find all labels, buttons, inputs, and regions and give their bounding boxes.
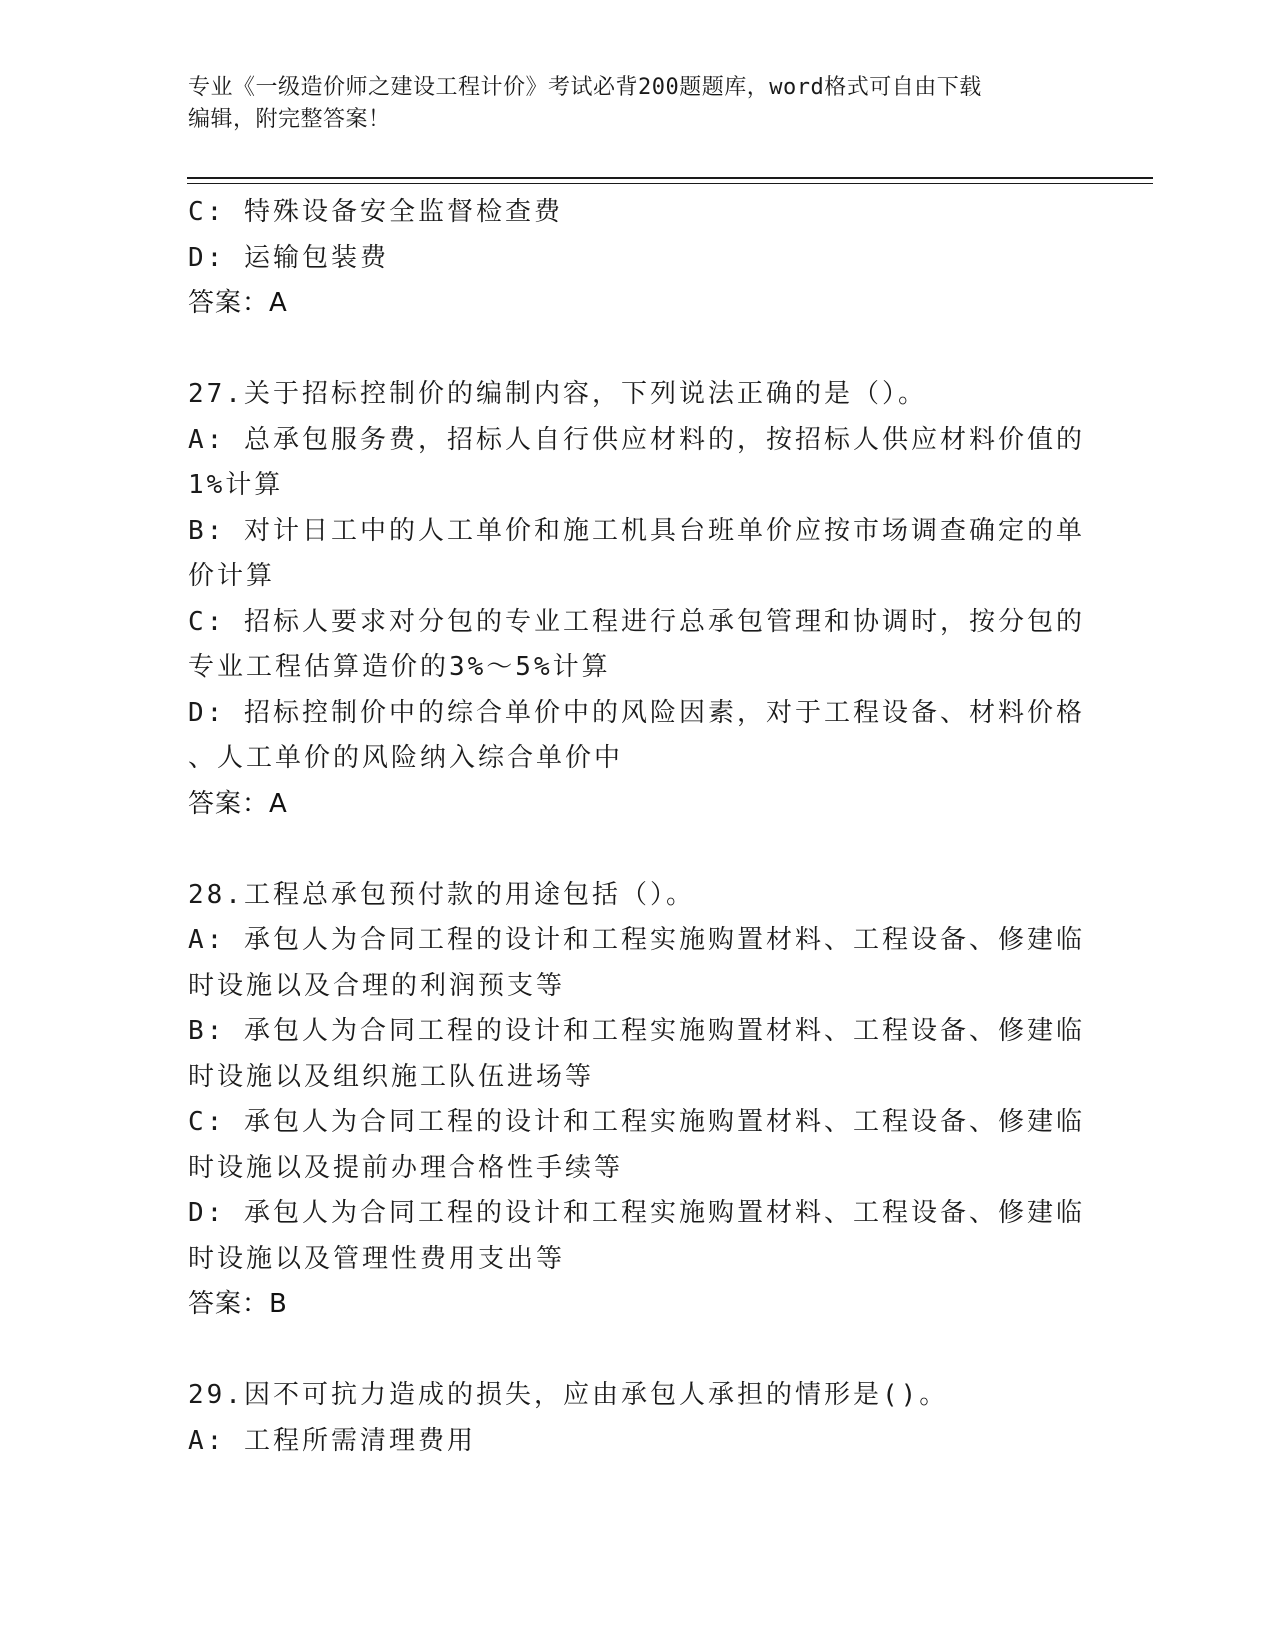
document-header <box>188 72 1068 136</box>
question-block-27 <box>188 372 1085 827</box>
option-line: 时设施以及组织施工队伍进场等 <box>188 1061 595 1092</box>
answer-line: 答案：A <box>188 788 288 819</box>
document-body <box>188 190 1085 1464</box>
option-line: 价计算 <box>188 561 276 591</box>
header-rule-thin <box>187 183 1153 184</box>
block-spacer <box>188 1328 1068 1374</box>
option-line: 专业工程估算造价的3%～5%计算 <box>188 652 611 682</box>
option-line: 1%计算 <box>188 470 284 500</box>
block-spacer <box>188 327 1068 373</box>
block-spacer <box>188 827 1068 873</box>
option-line: A: 总承包服务费，招标人自行供应材料的，按招标人供应材料价值的 <box>188 424 1085 455</box>
header-line-1: 专业《一级造价师之建设工程计价》考试必背200题题库，word格式可自由下载 <box>188 75 982 100</box>
option-line: 时设施以及提前办理合格性手续等 <box>188 1152 624 1183</box>
option-line: D: 承包人为合同工程的设计和工程实施购置材料、工程设备、修建临 <box>188 1198 1085 1228</box>
option-line: C: 特殊设备安全监督检查费 <box>188 197 563 227</box>
question-block-29 <box>188 1373 1068 1464</box>
option-line: B: 对计日工中的人工单价和施工机具台班单价应按市场调查确定的单 <box>188 515 1085 546</box>
header-line-2: 编辑，附完整答案！ <box>188 107 391 132</box>
question-stem: 29.因不可抗力造成的损失，应由承包人承担的情形是()。 <box>188 1380 949 1410</box>
option-line: A: 承包人为合同工程的设计和工程实施购置材料、工程设备、修建临 <box>188 925 1085 955</box>
option-line: 、人工单价的风险纳入综合单价中 <box>188 743 624 773</box>
option-line: D: 招标控制价中的综合单价中的风险因素，对于工程设备、材料价格 <box>188 697 1085 728</box>
question-block-28 <box>188 873 1085 1328</box>
option-line: B: 承包人为合同工程的设计和工程实施购置材料、工程设备、修建临 <box>188 1016 1085 1046</box>
option-line: D: 运输包装费 <box>188 242 389 273</box>
answer-line: 答案：B <box>188 1289 288 1319</box>
option-line: 时设施以及管理性费用支出等 <box>188 1243 566 1274</box>
question-block-26 <box>188 190 1068 327</box>
option-line: 时设施以及合理的利润预支等 <box>188 970 566 1001</box>
header-rule-thick <box>187 177 1153 179</box>
answer-line: 答案：A <box>188 288 288 318</box>
option-line: C: 承包人为合同工程的设计和工程实施购置材料、工程设备、修建临 <box>188 1107 1085 1137</box>
option-line: C: 招标人要求对分包的专业工程进行总承包管理和协调时，按分包的 <box>188 606 1085 637</box>
option-line: A: 工程所需清理费用 <box>188 1425 476 1456</box>
question-stem: 27.关于招标控制价的编制内容，下列说法正确的是（）。 <box>188 379 927 409</box>
question-stem: 28.工程总承包预付款的用途包括（）。 <box>188 879 695 910</box>
